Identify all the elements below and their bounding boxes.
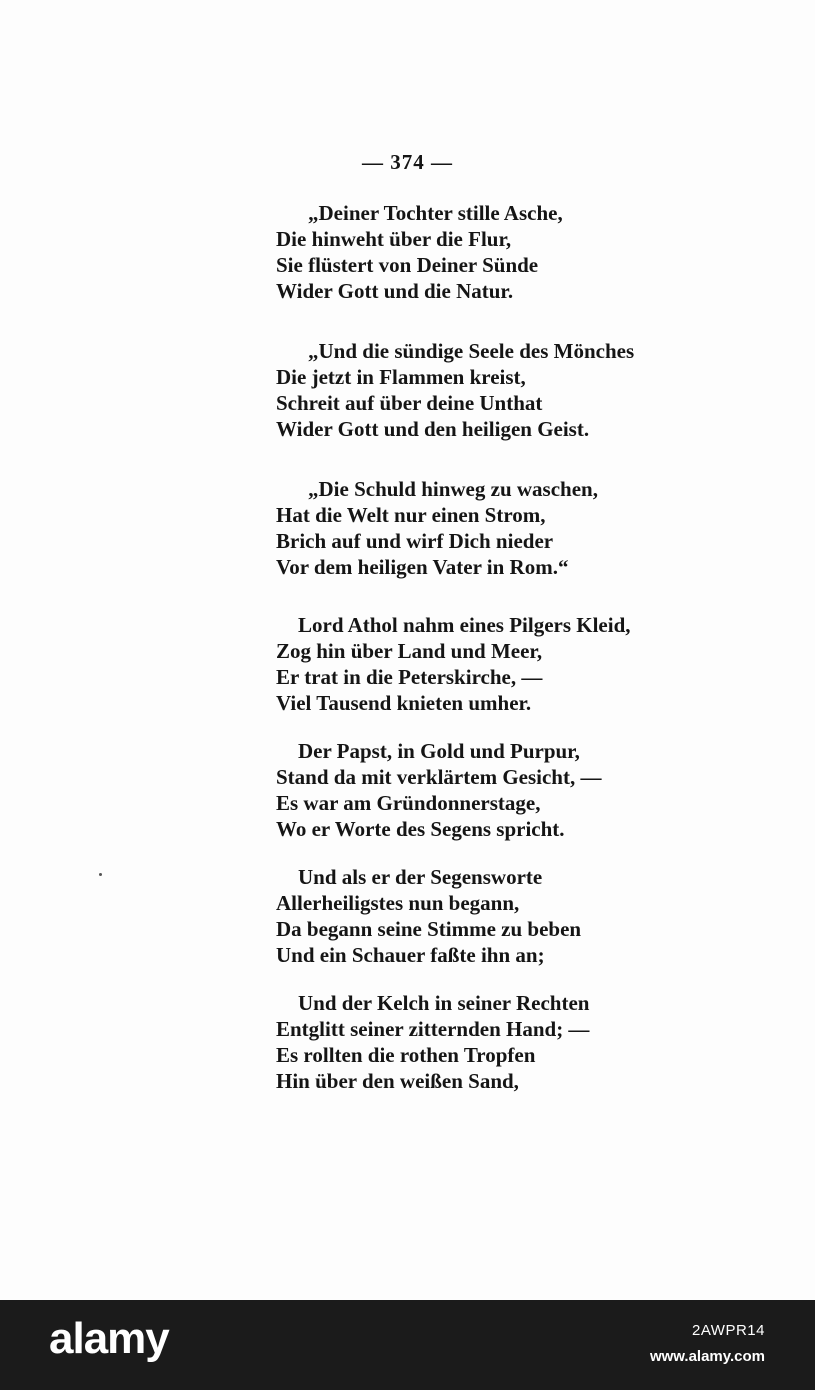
site-url: www.alamy.com bbox=[649, 1348, 765, 1365]
poem-line: Stand da mit verklärtem Gesicht, — bbox=[276, 765, 602, 789]
poem-line: Es rollten die rothen Tropfen bbox=[276, 1043, 536, 1067]
page-number: — 374 — bbox=[362, 150, 453, 174]
stanza bbox=[276, 476, 598, 580]
poem-line: Und ein Schauer faßte ihn an; bbox=[276, 943, 545, 967]
poem-line: Lord Athol nahm eines Pilgers Kleid, bbox=[298, 613, 631, 637]
poem-line: Und der Kelch in seiner Rechten bbox=[298, 991, 590, 1015]
poem-line: Vor dem heiligen Vater in Rom.“ bbox=[276, 555, 569, 579]
poem-line: Viel Tausend knieten umher. bbox=[276, 691, 532, 715]
poem-line: Da begann seine Stimme zu beben bbox=[276, 917, 582, 941]
poem-line: Entglitt seiner zitternden Hand; — bbox=[276, 1017, 590, 1041]
poem-line: Es war am Gründonnerstage, bbox=[276, 791, 541, 815]
poem-line: Wider Gott und den heiligen Geist. bbox=[276, 417, 590, 441]
stanza bbox=[276, 990, 589, 1094]
poem-line: Der Papst, in Gold und Purpur, bbox=[298, 739, 580, 763]
poem-line: Die hinweht über die Flur, bbox=[276, 227, 512, 251]
stanza bbox=[276, 612, 631, 716]
poem-line: Die jetzt in Flammen kreist, bbox=[276, 365, 526, 389]
stanza bbox=[276, 338, 634, 442]
poem-line: „Die Schuld hinweg zu waschen, bbox=[308, 477, 598, 501]
poem-line: Zog hin über Land und Meer, bbox=[276, 639, 543, 663]
poem-line: Allerheiligstes nun begann, bbox=[276, 891, 520, 915]
ink-speck bbox=[99, 873, 102, 876]
image-id: 2AWPR14 bbox=[692, 1322, 765, 1339]
brand-logo: alamy bbox=[49, 1314, 169, 1363]
stanza bbox=[276, 200, 563, 304]
poem-line: Wider Gott und die Natur. bbox=[276, 279, 514, 303]
poem-line: „Deiner Tochter stille Asche, bbox=[308, 201, 563, 225]
stanza bbox=[276, 738, 601, 842]
poem-line: Und als er der Segensworte bbox=[298, 865, 543, 889]
poem-line: Hin über den weißen Sand, bbox=[276, 1069, 519, 1093]
watermark-banner bbox=[0, 1300, 815, 1390]
stanza bbox=[276, 864, 581, 968]
poem-line: Sie flüstert von Deiner Sünde bbox=[276, 253, 539, 277]
poem-line: Brich auf und wirf Dich nieder bbox=[276, 529, 554, 553]
poem-line: „Und die sündige Seele des Mönches bbox=[308, 339, 635, 363]
poem-line: Wo er Worte des Segens spricht. bbox=[276, 817, 565, 841]
poem-line: Er trat in die Peterskirche, — bbox=[276, 665, 543, 689]
poem-line: Schreit auf über deine Unthat bbox=[276, 391, 543, 415]
poem-line: Hat die Welt nur einen Strom, bbox=[276, 503, 546, 527]
